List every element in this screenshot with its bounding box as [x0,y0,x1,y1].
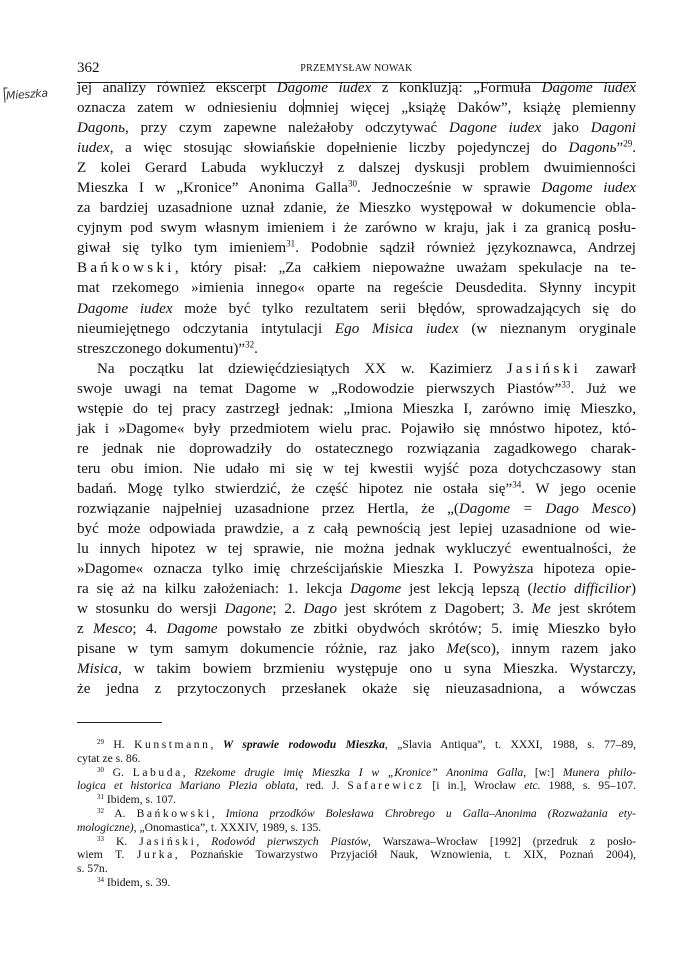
text-segment: (sco), innym razem jako [465,641,636,658]
body-line [77,419,636,439]
body-line [77,158,636,178]
text-segment: Ego Misica iudex [334,320,459,337]
text-segment: jest skrótem [550,601,636,618]
text-segment: Dagome [166,621,218,638]
text-segment: , a więc stosując słowiańskie dopełnienie liczby pojedynczej do [109,140,569,157]
footnote-line [77,848,636,862]
text-segment: Kunstmann [134,738,211,751]
text-segment: [i in.], Wrocław [424,779,525,793]
text-segment: ; 2. [272,601,304,618]
body-line [77,639,636,659]
handwritten-margin-note: Mieszka [5,86,49,103]
text-segment: oznacza zatem w odniesieniu do [77,100,304,117]
footnote-line [77,807,636,821]
text-segment: wstępie do tej pracy zastrzegł jednak: „Imiona Mieszka I, zarówno imię Mieszko, [77,400,636,417]
text-segment: jako [541,120,591,137]
text-segment: mat rzekomego »imienia innego« oparte na regeście Deusdedita. Słynny incypit [77,280,636,297]
body-line [77,319,636,339]
footnote-ref: 30 [347,178,358,189]
text-segment: , [210,738,223,751]
text-segment: , [w:] [523,765,563,779]
text-segment: re jednak nie doprowadziły do ostatecznego rozwiązania zagadkowego charak- [77,440,636,457]
text-segment: Imiona przodków Bolesława Chrobrego u Galla–Anonima (Rozważania ety- [225,806,637,820]
text-segment: Dagome iudex [541,180,636,197]
text-segment: Dagome iudex [276,80,372,96]
text-segment: ; 4. [132,621,167,638]
text-segment: Jasiński [506,360,582,377]
text-segment: Dagome iudex [77,300,173,317]
text-segment: W sprawie rodowodu Mieszka [222,738,385,751]
text-segment: ) [630,500,636,517]
footnote-ref: 34 [512,479,522,490]
body-line [77,659,636,679]
text-segment: , Warszawa–Wrocław [1992] (przedruk z posło- [368,834,636,848]
text-segment: zawarł [581,360,636,377]
text-segment: A. [103,806,137,820]
text-segment: . Już we [570,380,636,397]
text-segment: za bardziej uzasadnione uznał zdanie, że Mieszko występował w dokumencie obla- [77,200,636,217]
text-segment: Me [531,601,551,618]
body-line [77,278,636,298]
text-segment: , przy czym zapewne należałoby odczytywać [124,120,449,137]
text-segment: , [211,806,226,820]
body-line [77,178,636,198]
text-segment: H. [103,738,135,751]
text-segment: ” [616,140,624,157]
footnote-line [77,835,636,849]
body-line [77,98,636,118]
text-segment: jej analizy również ekscerpt [77,80,277,96]
body-line [77,299,636,319]
footnote-ref: 33 [97,834,104,843]
text-segment: pisane w tym samym dokumencie różnie, raz jako [77,641,447,658]
text-segment: , Poznańskie Towarzystwo Przyjaciół Nauk, Wznowienia, t. XIX, Poznań 2004), [174,848,636,862]
body-line [77,439,636,459]
body-line [77,258,636,278]
text-segment: G. [103,765,133,779]
text-segment: badań. Mogę tylko stwierdzić, że część hipotez nie ostała się” [77,480,513,497]
body-line [77,679,636,699]
body-text [77,78,636,699]
body-line [77,118,636,138]
text-segment: Ibidem, s. 39. [103,875,171,889]
body-line [77,519,636,539]
text-segment: rozwiązanie najpełniej uzasadnione przez Hertla, że „( [77,500,459,517]
text-segment: może być tylko rezultatem serii błędów, sprowadzających się do [172,300,636,317]
text-segment: . W jego ocenie [521,480,636,497]
footnote-line [77,876,636,890]
text-segment: Jurka [136,848,175,862]
body-line [77,539,636,559]
footnote-ref: 32 [97,806,104,815]
text-segment: (w nieznanym oryginale [458,320,636,337]
text-segment: w stosunku do wersji [77,601,225,618]
text-segment: Jasiński [139,834,197,848]
body-line [77,138,636,158]
text-segment: Labuda [132,765,183,779]
text-segment: Na początku lat dziewięćdziesiątych XX w. Kazimierz [97,360,507,377]
text-segment: lectio difficilior [532,581,631,598]
text-segment: ra się aż na kilku założeniach: 1. lekcja [77,581,351,598]
text-segment: logica et historica Mariano Plezia oblata [77,779,296,793]
text-segment: Mieszka I w „Kronice” Anonima Galla [77,180,348,197]
text-segment: »Dagome« oznacza tylko imię chrześcijańskie Mieszka I. Powyższa hipoteza opie- [77,561,636,578]
body-line [77,198,636,218]
text-segment: Rzekome drugie imię Mieszka I w „Kronice” Anonima Galla [194,765,524,779]
body-line [77,218,636,238]
body-line [77,359,636,379]
body-line [77,559,636,579]
footnote-line [77,793,636,807]
body-line [77,459,636,479]
text-segment: Mesco [92,621,133,638]
footnote-line [77,862,636,876]
text-segment: Ibidem, s. 107. [103,793,177,807]
body-line [77,78,636,98]
footnote-ref: 34 [97,875,104,884]
text-segment: powstało ze zbitki obydwóch skrótów; 5. imię Mieszko było [217,621,636,638]
text-segment: swoje uwagi na temat Dagome w „Rodowodzie pierwszych Piastów” [77,380,562,397]
footnote-line [77,738,636,752]
footnote-separator [77,722,162,723]
text-segment: . [254,340,258,357]
text-segment: Dago [303,601,338,618]
footnote-ref: 30 [97,765,104,774]
text-segment: Dagonь [77,120,125,137]
page-number: 362 [77,60,100,76]
body-line [77,379,636,399]
body-line [77,599,636,619]
footnote-ref: 29 [623,138,633,149]
text-segment: Dagome = Dago Mesco [458,500,631,517]
footnote-ref: 29 [97,737,104,746]
text-segment: , [196,834,212,848]
footnote-ref: 32 [245,339,255,350]
text-segment: Safarewicz [347,779,425,793]
text-segment: jest skrótem z Dagobert; 3. [337,601,532,618]
text-segment: giwał się tylko tym imieniem [77,240,287,257]
text-segment: iudex [77,140,110,157]
text-segment: . [632,140,636,157]
text-segment: streszczonego dokumentu)” [77,340,246,357]
text-segment: że jedna z przytoczonych przesłanek okaże się nieuzasadniona, a wówczas [77,681,636,698]
text-segment: , „Onomastica”, t. XXXIV, 1989, s. 135. [133,820,322,834]
text-segment: Munera philo- [562,765,637,779]
body-line [77,479,636,499]
text-segment: Rodowód pierwszych Piastów [211,834,368,848]
text-segment: cytat ze s. 86. [77,751,141,765]
text-segment: Dagone [224,601,273,618]
text-segment: Dagome [350,581,402,598]
text-segment: K. [103,834,140,848]
text-segment: Dagone iudex [448,120,542,137]
text-segment: Bańkowski [136,806,212,820]
text-segment: Dagome iudex [541,80,636,96]
footnote-line [77,766,636,780]
text-segment: Dagoni [590,120,636,137]
text-segment: jak i »Dagome« były przedmiotem wielu prac. Pojawiło się mnóstwo hipotez, któ- [77,420,636,437]
text-segment: z [77,621,93,638]
text-segment: . Podobnie sądził również językoznawca, Andrzej [295,240,636,257]
text-segment: nieumiejętnego odczytania intytulacji [77,320,335,337]
text-segment: lu innych hipotez w tej sprawie, nie można jednak wykluczyć ewentualności, że [77,541,636,558]
footnote-ref: 31 [286,238,296,249]
text-segment: . Jednocześnie w sprawie [357,180,542,197]
text-segment: Z kolei Gerard Labuda wykluczył z dalszej dyskusji problem dwuimienności [77,160,636,177]
text-segment: Me [446,641,466,658]
text-segment: mologiczne) [77,820,134,834]
footnotes [77,738,636,890]
text-segment: Bańkowski [77,260,175,277]
text-segment: , [182,765,195,779]
body-line [77,579,636,599]
text-segment: , w takim bowiem brzmieniu występuje ono u syna Mieszka. Wystarczy, [118,661,636,678]
text-segment: 1988, s. 95–107. [540,779,636,793]
body-line [77,619,636,639]
text-segment: Dagonь [568,140,617,157]
text-segment: jest lekcją lepszą ( [401,581,533,598]
text-segment: z konkluzją: „Formuła [371,80,542,96]
text-segment: s. 57n. [77,862,108,876]
body-line [77,499,636,519]
body-line [77,399,636,419]
footnote-line [77,779,636,793]
footnote-line [77,821,636,835]
text-segment: mniej więcej „książę Daków”, książę plemienny [304,100,636,117]
body-line [77,238,636,258]
footnote-ref: 33 [561,379,571,390]
body-line [77,339,636,359]
footnote-line [77,752,636,766]
text-segment: , który pisał: „Za całkiem niepoważne uważam spekulacje na te- [174,260,636,277]
text-segment: cyjnym pod swym własnym imieniem i że zarówno w kraju, jak i za granicą posłu- [77,220,636,237]
text-segment: , red. J. [295,779,348,793]
text-segment: teru obu imion. Nie udało mi się w tej kwestii wyjść poza dotychczasowy stan [77,460,636,477]
text-segment: , „Slavia Antiqua”, t. XXXI, 1988, s. 77–89, [384,738,637,751]
footnote-ref: 31 [97,793,104,802]
text-segment: etc. [524,779,541,793]
text-segment: być może odpowiada prawdzie, a z całą pewnością jest lepiej uzasadnione od wie- [77,521,636,538]
text-segment: ) [630,581,637,598]
text-segment: Misica [77,661,119,678]
running-title: PRZEMYSŁAW NOWAK [300,63,413,74]
text-segment: wiem T. [77,848,137,862]
